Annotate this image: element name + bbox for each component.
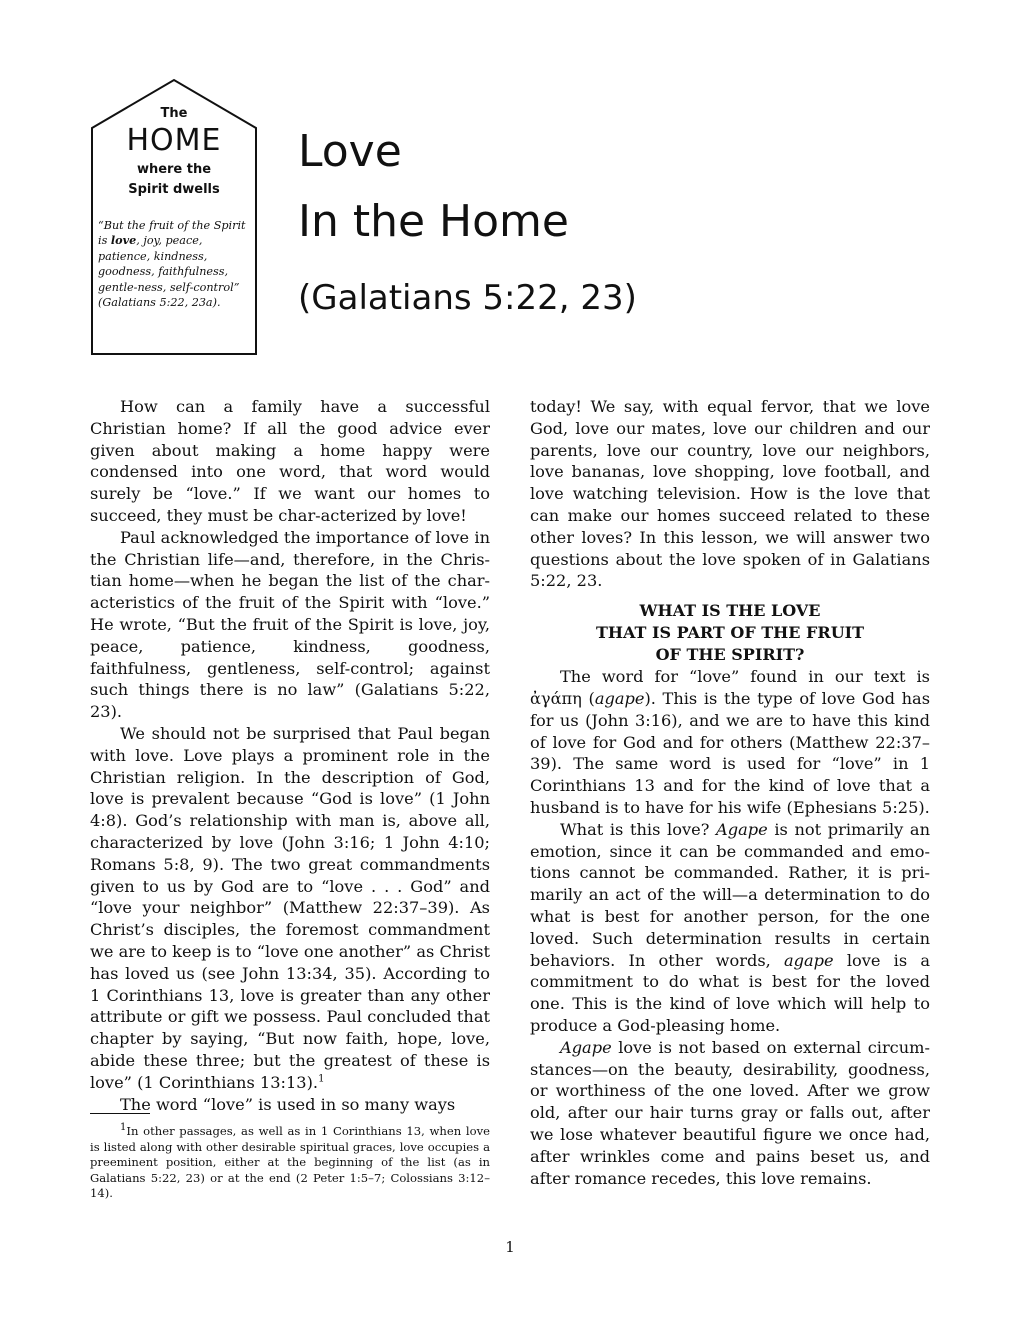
agape-term: Agape [560, 1037, 612, 1057]
section-heading-line-3: OF THE SPIRIT? [655, 645, 805, 665]
left-paragraph-1: How can a family have a successful Christian home? If all the good advice ever given about making a home happy were condensed into one word, that word would surely be “love.” If we want our homes to succeed, they must be char-acterized by love! [90, 397, 490, 525]
agape-term: agape [784, 950, 834, 970]
footnote [90, 1124, 490, 1202]
home-badge [90, 78, 258, 356]
right-paragraph-2 [530, 666, 930, 819]
title-scripture: (Galatians 5:22, 23) [298, 278, 637, 318]
right-paragraph-4-b: love is not based on external circum-stances—on the beauty, desirability, goodness, or worthiness of the one loved. After we grow old, after our hair turns gray or falls out, after we lose whatever beautiful figure we once had, after wrinkles come and pains beset us, and after romance recedes, this love remains. [530, 1037, 930, 1188]
page-number: 1 [505, 1238, 515, 1256]
badge-the: The [160, 106, 188, 121]
footnote-mark: 1 [120, 1122, 127, 1134]
badge-quote-emph: love [110, 233, 137, 248]
left-column [90, 396, 490, 1115]
footnote-ref: 1 [318, 1073, 325, 1085]
badge-home: HOME [126, 123, 222, 158]
title-line-1: Love [298, 126, 402, 177]
left-paragraph-3 [90, 723, 490, 1094]
right-paragraph-2-b: ). This is the type of love God has for us (John 3:16), and we are to have this kind of love for God and for others (Matthew 22:37–39). The same word is used for “love” in 1 Corinthians 13 and for the kind of love that a husband is to have for his wife (Ephesians 5:25). [530, 688, 930, 817]
title-line-2: In the Home [298, 196, 569, 247]
agape-term: agape [594, 688, 645, 708]
right-paragraph-3 [530, 819, 930, 1037]
section-heading-line-2: THAT IS PART OF THE FRUIT [595, 623, 865, 643]
right-column [530, 396, 930, 1189]
right-paragraph-1: today! We say, with equal fervor, that we love God, love our mates, love our children and our parents, love our country, love our neighbors, love bananas, love shopping, love football, and love watching television. How is the love that can make our homes succeed related to these other loves? In this lesson, we will answer two questions about the love spoken of in Galatians 5:22, 23. [530, 397, 930, 591]
section-heading [530, 600, 930, 666]
right-paragraph-2-a: The word for “love” found in our text is ἀγάπη ( [530, 667, 930, 708]
badge-quote-before: “But the fruit of the Spirit is [98, 219, 246, 248]
left-paragraph-4: The word “love” is used in so many ways [120, 1094, 456, 1114]
right-paragraph-3-b: is not primarily an emotion, since it can be commanded and emo-tions cannot be commanded. Rather, it is pri-marily an act of the will—a determination to do what is best for another person, for the one loved. Such determination results in certain behaviors. In other words, [530, 819, 930, 970]
right-paragraph-4 [530, 1037, 930, 1190]
right-paragraph-3-a: What is this love? [560, 819, 717, 839]
right-paragraph-3-c: love is a commitment to do what is best for the loved one. This is the kind of love which will help to produce a God-pleasing home. [530, 950, 930, 1035]
footnote-divider [90, 1113, 150, 1114]
badge-quote-after: , joy, peace, patience, kindness, goodness, faithfulness, gentle-ness, self-control” (Galatians 5:22, 23a). [98, 234, 240, 310]
badge-quote [98, 218, 254, 310]
badge-where: where the [136, 162, 212, 177]
left-paragraph-3-text: We should not be surprised that Paul began with love. Love plays a prominent role in the Christian religion. In the description of God, love is prevalent because “God is love” (1 John 4:8). God’s relationship with man is, above all, characterized by love (John 3:16; 1 John 4:10; Romans 5:8, 9). The two great commandments given to us by God are to “love . . . God” and “love your neighbor” (Matthew 22:37–39). As Christ’s disciples, the foremost commandment we are to keep is to “love one another” as Christ has loved us (see John 13:34, 35). According to 1 Corinthians 13, love is greater than any other attribute or gift we possess. Paul concluded that chapter by saying, “But now faith, hope, love, abide these three; but the greatest of these is love” (1 Corinthians 13:13). [90, 723, 490, 1092]
left-paragraph-2: Paul acknowledged the importance of love in the Christian life—and, therefore, in the Chris-tian home—when he began the list of the char-acteristics of the fruit of the Spirit with “love.” He wrote, “But the fruit of the Spirit is love, joy, peace, patience, kindness, goodness, faithfulness, gentleness, self-control; against such things there is no law” (Galatians 5:22, 23). [90, 527, 490, 722]
footnote-text: In other passages, as well as in 1 Corinthians 13, when love is listed along with other desirable spiritual graces, love occupies a preeminent position, either at the beginning of the list (as in Galatians 5:22, 23) or at the end (2 Peter 1:5–7; Colossians 3:12–14). [90, 1124, 490, 1200]
agape-term: Agape [716, 819, 768, 839]
badge-spirit: Spirit dwells [128, 182, 220, 197]
section-heading-line-1: WHAT IS THE LOVE [639, 601, 821, 621]
